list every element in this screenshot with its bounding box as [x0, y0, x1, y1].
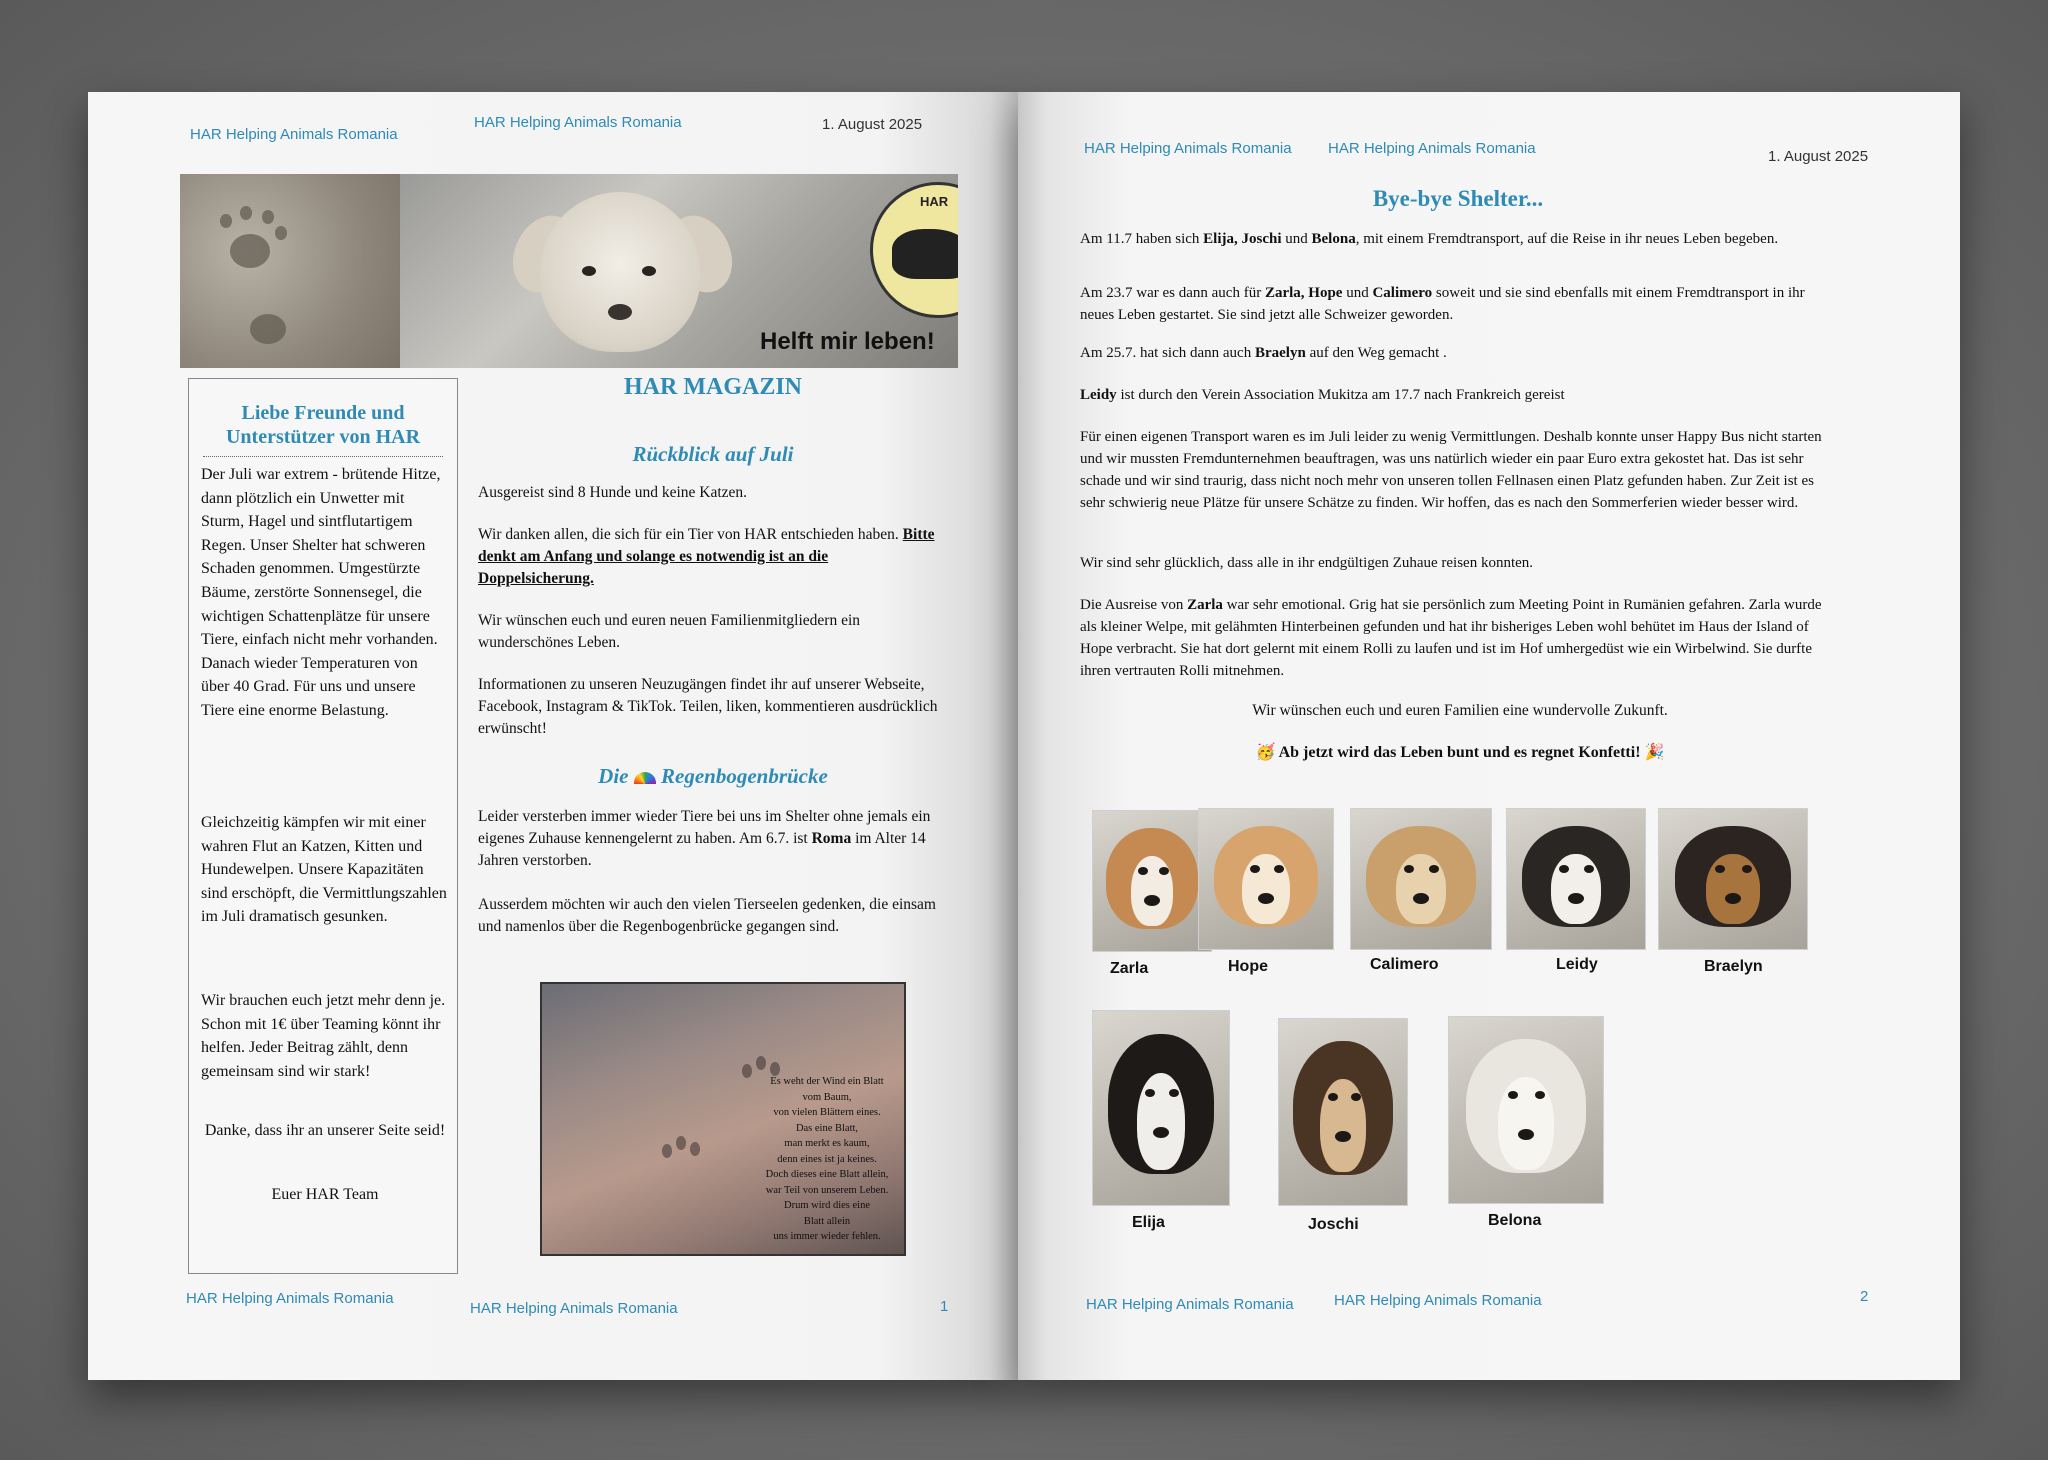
section-heading [503, 764, 923, 789]
header-org-name: HAR Helping Animals Romania [190, 126, 398, 143]
dog-name-label: Hope [1228, 958, 1268, 975]
poem-line: Drum wird dies eine [783, 1200, 871, 1211]
dog-photo [1506, 808, 1646, 950]
article-title: Bye-bye Shelter... [1372, 186, 1544, 211]
paragraph-text: Am 25.7. hat sich dann auch [1080, 345, 1255, 361]
magazine-title: HAR MAGAZIN [624, 374, 802, 400]
dog-name-label: Braelyn [1704, 958, 1763, 975]
footer-org-name: HAR Helping Animals Romania [1334, 1292, 1542, 1309]
poem-line: man merkt es kaum, [784, 1138, 870, 1149]
editorial-signature: Euer HAR Team [271, 1186, 379, 1203]
party-face-icon: 🥳 [1255, 744, 1276, 761]
dog-silhouette-icon [892, 229, 958, 279]
paragraph: Ausgereist sind 8 Hunde und keine Katzen. [478, 484, 748, 501]
paragraph-text: Wir danken allen, die sich für ein Tier von HAR entschieden haben. [478, 526, 903, 543]
poem-line: Es weht der Wind ein Blatt [770, 1076, 884, 1087]
poem-line: Blatt allein [803, 1215, 851, 1227]
dog-name-label: Calimero [1370, 956, 1439, 973]
dog-name: Roma [811, 830, 852, 847]
paragraph-text: soweit und sie sind ebenfalls mit einem Fremdtransport in ihr neues Leben gestartet. Sie sind jetzt alle Schweizer geworden. [1080, 285, 1805, 323]
dog-name: Belona [1311, 231, 1356, 247]
dog-name: Leidy [1080, 387, 1117, 403]
dog-photo [1198, 808, 1334, 950]
paragraph [1080, 282, 1840, 326]
editorial-paragraph: Gleichzeitig kämpfen wir mit einer wahren Flut an Katzen, Kitten und Hundewelpen. Unsere Kapazitäten sind erschöpft, die Vermittlungszahlen im Juli dramatisch gesunken. [201, 814, 447, 926]
dog-photo [1658, 808, 1808, 950]
magazine-spread [88, 92, 1960, 1380]
paragraph [478, 806, 938, 872]
banner-image [180, 174, 958, 368]
page-number: 2 [1860, 1288, 1869, 1305]
paragraph: Für einen eigenen Transport waren es im Juli leider zu wenig Vermittlungen. Deshalb konnte unser Happy Bus nicht starten und wir mussten Fremdunternehmen beauftragen, was uns natürlich wieder ein paar Euro extra gekostet hat. Das ist sehr schade und wir sind traurig, dass nicht noch mehr von unseren tollen Fellnasen einen Platz gefunden haben. Zur Zeit ist es sehr schwierig neue Plätze für unsere Schätze zu finden. Wir hoffen, das es nach den Sommerferien wieder besser wird. [1080, 429, 1822, 511]
dog-names: Zarla, Hope [1264, 285, 1343, 301]
poem-line: von vielen Blättern eines. [773, 1107, 881, 1118]
paragraph [478, 524, 938, 590]
dog-names: Elija, Joschi [1203, 231, 1282, 247]
dotted-divider [203, 456, 443, 457]
party-popper-icon: 🎉 [1644, 744, 1665, 761]
paragraph: Informationen zu unseren Neuzugängen findet ihr auf unserer Webseite, Facebook, Instagram & TikTok. Teilen, liken, kommentieren ausdrücklich erwünscht! [478, 676, 938, 737]
page-number: 1 [940, 1298, 949, 1315]
confetti-line [1080, 742, 1840, 762]
heading-text: Die [598, 764, 629, 788]
poem-line: denn eines ist ja keines. [777, 1153, 877, 1165]
header-org-name: HAR Helping Animals Romania [474, 114, 682, 131]
editorial-box [188, 378, 458, 1274]
editorial-paragraph: Wir brauchen euch jetzt mehr denn je. Schon mit 1€ über Teaming könnt ihr helfen. Jeder Beitrag zählt, denn gemeinsam sind wir stark! [201, 992, 446, 1080]
memorial-poem [752, 1074, 902, 1245]
dog-name-label: Elija [1132, 1214, 1165, 1231]
dog-photo [1350, 808, 1492, 950]
logo-text: HAR [920, 194, 949, 209]
dog-name-label: Belona [1488, 1212, 1542, 1229]
paragraph-text: auf den Weg gemacht . [1305, 345, 1447, 361]
footer-org-name: HAR Helping Animals Romania [470, 1300, 678, 1317]
editorial-paragraph: Der Juli war extrem - brütende Hitze, dann plötzlich ein Unwetter mit Sturm, Hagel und sintflutartigem Regen. Unser Shelter hat schweren Schaden genommen. Umgestürzte Bäume, zerstörte Sonnensegel, die wichtigen Schattenplätze für unsere Tiere, einfach nicht mehr vorhanden. Danach wieder Temperaturen von über 40 Grad. Für uns und unsere Tiere eine enorme Belastung. [201, 466, 441, 719]
dog-name-label: Leidy [1556, 956, 1598, 973]
poem-line: vom Baum, [802, 1091, 852, 1103]
right-page [1018, 92, 1960, 1380]
confetti-text: Ab jetzt wird das Leben bunt und es regnet Konfetti! [1275, 744, 1645, 761]
issue-date: 1. August 2025 [822, 116, 923, 133]
dog-name: Zarla [1187, 597, 1223, 613]
banner-slogan: Helft mir leben! [760, 328, 935, 355]
dog-name: Calimero [1372, 285, 1433, 301]
dog-name: Braelyn [1254, 345, 1306, 361]
header-org-name: HAR Helping Animals Romania [1084, 140, 1292, 157]
paw-prints-image [180, 174, 400, 368]
header-org-name: HAR Helping Animals Romania [1328, 140, 1536, 157]
paragraph-text: Die Ausreise von [1080, 597, 1188, 613]
paragraph [1080, 594, 1840, 682]
poem-line: Das eine Blatt, [795, 1122, 859, 1134]
dog-photo [1278, 1018, 1408, 1206]
paragraph-text: Am 23.7 war es dann auch für [1080, 285, 1265, 301]
paragraph [1080, 384, 1840, 406]
paragraph-text: ist durch den Verein Association Mukitza am 17.7 nach Frankreich gereist [1116, 387, 1565, 403]
paragraph [1080, 228, 1840, 250]
dog-photo [1448, 1016, 1604, 1204]
poem-line: war Teil von unserem Leben. [765, 1184, 889, 1196]
paragraph: Ausserdem möchten wir auch den vielen Tierseelen gedenken, die einsam und namenlos über die Regenbogenbrücke gegangen sind. [478, 896, 936, 935]
dog-name-label: Joschi [1308, 1216, 1359, 1233]
safety-note: Bitte denkt am Anfang und solange es notwendig ist an die Doppelsicherung. [478, 526, 935, 587]
dog-photo [1092, 810, 1212, 952]
paragraph-text: und [1342, 285, 1373, 301]
paragraph-text: , mit einem Fremdtransport, auf die Reise in ihr neues Leben begeben. [1355, 231, 1779, 247]
paragraph-text: war sehr emotional. Grig hat sie persönlich zum Meeting Point in Rumänien gefahren. Zarla wurde als kleiner Welpe, mit gelähmten Hinterbeinen gefunden und hat ihr bisheriges Leben wohl behütet im Haus der Island of Hope verbracht. Sie hat dort gelernt mit einem Rolli zu laufen und ist im Hof umhergedüst wie ein Wirbelwind. Sie durfte ihren vertrauten Rolli mitnehmen. [1080, 597, 1822, 679]
paragraph-text: im Alter 14 Jahren verstorben. [478, 830, 926, 869]
footer-org-name: HAR Helping Animals Romania [186, 1290, 394, 1307]
poem-line: Doch dieses eine Blatt allein, [765, 1169, 889, 1180]
dog-photo [1092, 1010, 1230, 1206]
issue-date: 1. August 2025 [1768, 148, 1869, 165]
paragraph: Wir wünschen euch und euren neuen Familienmitgliedern ein wunderschönes Leben. [478, 612, 861, 651]
closing-wish: Wir wünschen euch und euren Familien eine wundervolle Zukunft. [1252, 702, 1668, 719]
poem-line: uns immer wieder fehlen. [773, 1231, 881, 1242]
editorial-title: Liebe Freunde und Unterstützer von HAR [225, 402, 421, 448]
section-heading: Rückblick auf Juli [632, 442, 794, 466]
puppy-face [540, 192, 700, 352]
paragraph [1080, 342, 1840, 364]
editorial-thanks: Danke, dass ihr an unserer Seite seid! [204, 1122, 446, 1139]
left-page [88, 92, 1018, 1380]
heading-text: Regenbogenbrücke [661, 764, 828, 788]
paragraph-text: Leider versterben immer wieder Tiere bei uns im Shelter ohne jemals ein eigenes Zuhause kennengelernt zu haben. Am 6.7. ist [478, 808, 931, 847]
dog-name-label: Zarla [1110, 960, 1149, 977]
memorial-image [540, 982, 906, 1256]
paragraph: Wir sind sehr glücklich, dass alle in ihr endgültigen Zuhaue reisen konnten. [1080, 555, 1534, 571]
footer-org-name: HAR Helping Animals Romania [1086, 1296, 1294, 1313]
paragraph-text: Am 11.7 haben sich [1080, 231, 1204, 247]
rainbow-icon [634, 772, 656, 784]
paragraph-text: und [1281, 231, 1312, 247]
